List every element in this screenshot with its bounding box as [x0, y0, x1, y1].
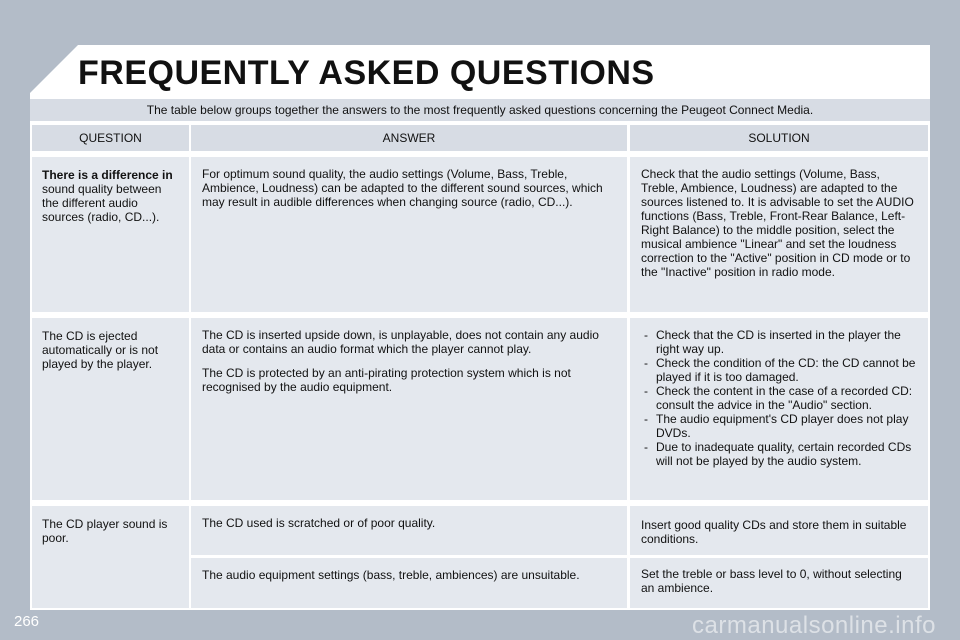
- row2-answer-1: The CD is inserted upside down, is unplayable, does not contain any audio data or contains an audio format which the player cannot play.: [202, 328, 599, 356]
- row1-question-lead: There is a difference in: [42, 168, 173, 182]
- row2-answer-2: The CD is protected by an anti-pirating protection system which is not recognised by the audio equipment.: [202, 366, 571, 394]
- row3-solution-a: [630, 506, 928, 555]
- row3-solution-b: [630, 558, 928, 608]
- row3-answer-b: [191, 558, 627, 608]
- list-item: - Check that the CD is inserted in the player the right way up.: [641, 328, 918, 356]
- row1-solution: [630, 157, 928, 312]
- row2-question: [32, 318, 189, 500]
- row1-answer: [191, 157, 627, 312]
- header-question: QUESTION: [32, 125, 189, 151]
- row1-question-rest: sound quality between the different audio sources (radio, CD...).: [42, 182, 162, 224]
- row2-solution-list: [641, 328, 918, 468]
- row1-solution-text: Check that the audio settings (Volume, Bass, Treble, Ambience, Loudness) are adapted to the sources listened to. It is advisable to set the AUDIO functions (Bass, Treble, Front-Rear Balance, Left-Right Balance) to the middle position, select the musical ambience "Linear" and set the loudness correction to the "Active" position in CD mode or to the "Inactive" position in radio mode.: [641, 167, 914, 279]
- list-item: - Check the content in the case of a recorded CD: consult the advice in the "Audio" section.: [641, 384, 918, 412]
- row2-solution: [630, 318, 928, 500]
- row1-question: [32, 157, 189, 312]
- page-number: 266: [14, 613, 40, 630]
- intro-text: The table below groups together the answers to the most frequently asked questions concerning the Peugeot Connect Media.: [30, 99, 930, 121]
- row1-answer-text: For optimum sound quality, the audio settings (Volume, Bass, Treble, Ambience, Loudness) can be adapted to the different sound sources, which may result in audible differences when changing source (radio, CD...).: [202, 167, 603, 209]
- header-answer: ANSWER: [191, 125, 627, 151]
- list-item: - The audio equipment's CD player does not play DVDs.: [641, 412, 918, 440]
- page-title: FREQUENTLY ASKED QUESTIONS: [78, 54, 655, 92]
- row2-question-text: The CD is ejected automatically or is not played by the player.: [42, 329, 159, 371]
- row3-solution-a-text: Insert good quality CDs and store them in suitable conditions.: [641, 518, 907, 546]
- row3-answer-a-text: The CD used is scratched or of poor quality.: [202, 516, 436, 530]
- list-item: - Due to inadequate quality, certain recorded CDs will not be played by the audio system.: [641, 440, 918, 468]
- row3-answer-b-text: The audio equipment settings (bass, treble, ambiences) are unsuitable.: [202, 568, 580, 582]
- watermark: carmanualsonline.info: [692, 612, 936, 639]
- row3-question-text: The CD player sound is poor.: [42, 517, 168, 545]
- row3-answer-a: [191, 506, 627, 555]
- header-solution: SOLUTION: [630, 125, 928, 151]
- row3-solution-b-text: Set the treble or bass level to 0, without selecting an ambience.: [641, 567, 902, 595]
- row2-answer: [191, 318, 627, 500]
- row3-question: [32, 506, 189, 608]
- list-item: - Check the condition of the CD: the CD cannot be played if it is too damaged.: [641, 356, 918, 384]
